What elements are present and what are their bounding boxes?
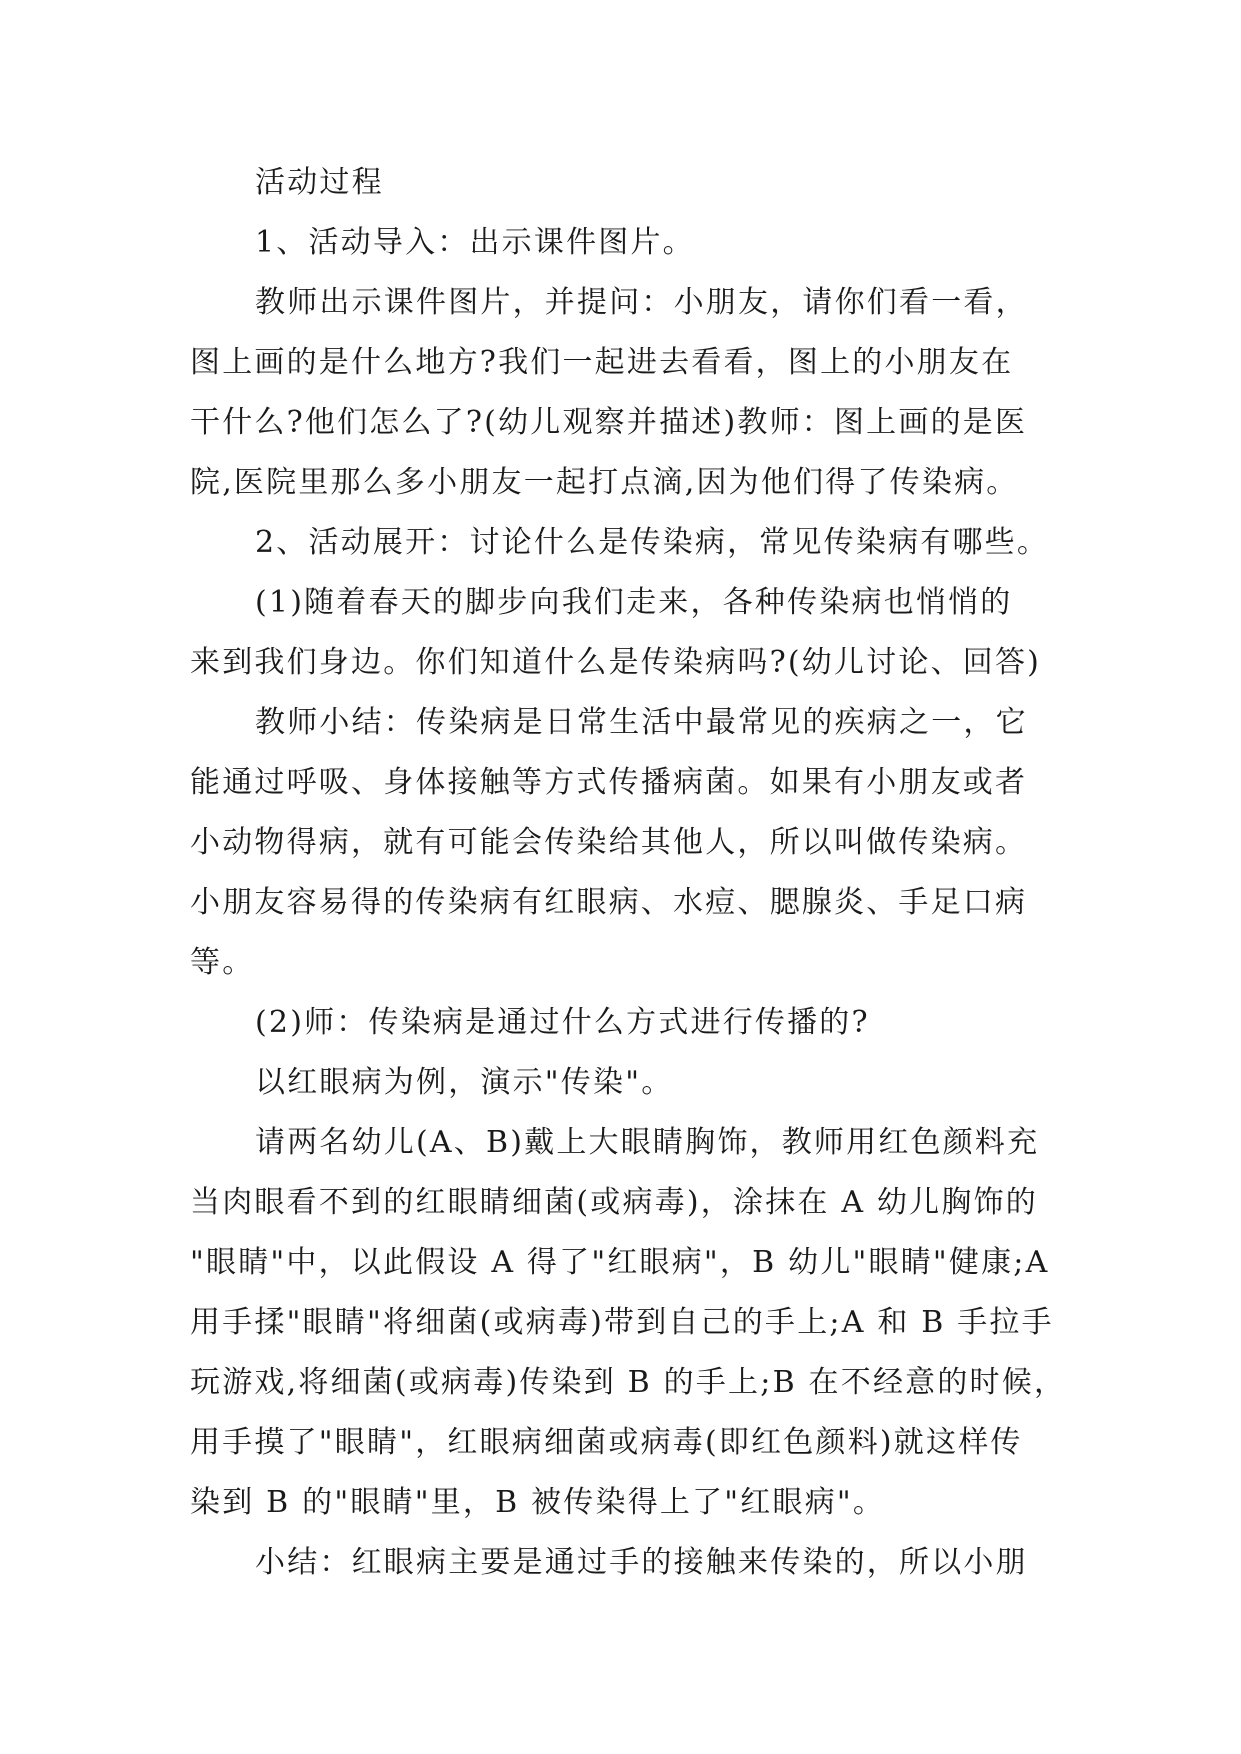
paragraph-line: 等。 <box>190 945 255 980</box>
paragraph-line: 玩游戏,将细菌(或病毒)传染到 B 的手上;B 在不经意的时候， <box>190 1365 1067 1400</box>
paragraph-line: 小动物得病，就有可能会传染给其他人，所以叫做传染病。 <box>190 825 1028 860</box>
paragraph-line: "眼睛"中，以此假设 A 得了"红眼病"，B 幼儿"眼睛"健康;A <box>190 1245 1050 1280</box>
section-heading: 活动过程 <box>255 165 384 200</box>
paragraph-line: 小结：红眼病主要是通过手的接触来传染的，所以小朋 <box>255 1545 1028 1580</box>
paragraph-line: 教师小结：传染病是日常生活中最常见的疾病之一，它 <box>255 705 1028 740</box>
paragraph-line: 当肉眼看不到的红眼睛细菌(或病毒)，涂抹在 A 幼儿胸饰的 <box>190 1185 1038 1220</box>
paragraph-line: (1)随着春天的脚步向我们走来，各种传染病也悄悄的 <box>255 585 1013 620</box>
paragraph-line: 干什么?他们怎么了?(幼儿观察并描述)教师：图上画的是医 <box>190 405 1028 440</box>
paragraph-line: 教师出示课件图片，并提问：小朋友，请你们看一看， <box>255 285 1028 320</box>
paragraph-line: 2、活动展开：讨论什么是传染病，常见传染病有哪些。 <box>255 525 1050 560</box>
paragraph-line: 以红眼病为例，演示"传染"。 <box>255 1065 674 1100</box>
paragraph-line: (2)师：传染病是通过什么方式进行传播的? <box>255 1005 870 1040</box>
paragraph-line: 小朋友容易得的传染病有红眼病、水痘、腮腺炎、手足口病 <box>190 885 1028 920</box>
paragraph-line: 用手揉"眼睛"将细菌(或病毒)带到自己的手上;A 和 B 手拉手 <box>190 1305 1054 1340</box>
paragraph-line: 请两名幼儿(A、B)戴上大眼睛胸饰，教师用红色颜料充 <box>255 1125 1040 1160</box>
paragraph-line: 来到我们身边。你们知道什么是传染病吗?(幼儿讨论、回答) <box>190 645 1042 680</box>
paragraph-line: 院,医院里那么多小朋友一起打点滴,因为他们得了传染病。 <box>190 465 1019 500</box>
paragraph-line: 能通过呼吸、身体接触等方式传播病菌。如果有小朋友或者 <box>190 765 1028 800</box>
paragraph-line: 染到 B 的"眼睛"里，B 被传染得上了"红眼病"。 <box>190 1485 886 1520</box>
paragraph-line: 图上画的是什么地方?我们一起进去看看，图上的小朋友在 <box>190 345 1014 380</box>
paragraph-line: 用手摸了"眼睛"，红眼病细菌或病毒(即红色颜料)就这样传 <box>190 1425 1023 1460</box>
paragraph-line: 1、活动导入：出示课件图片。 <box>255 225 695 260</box>
